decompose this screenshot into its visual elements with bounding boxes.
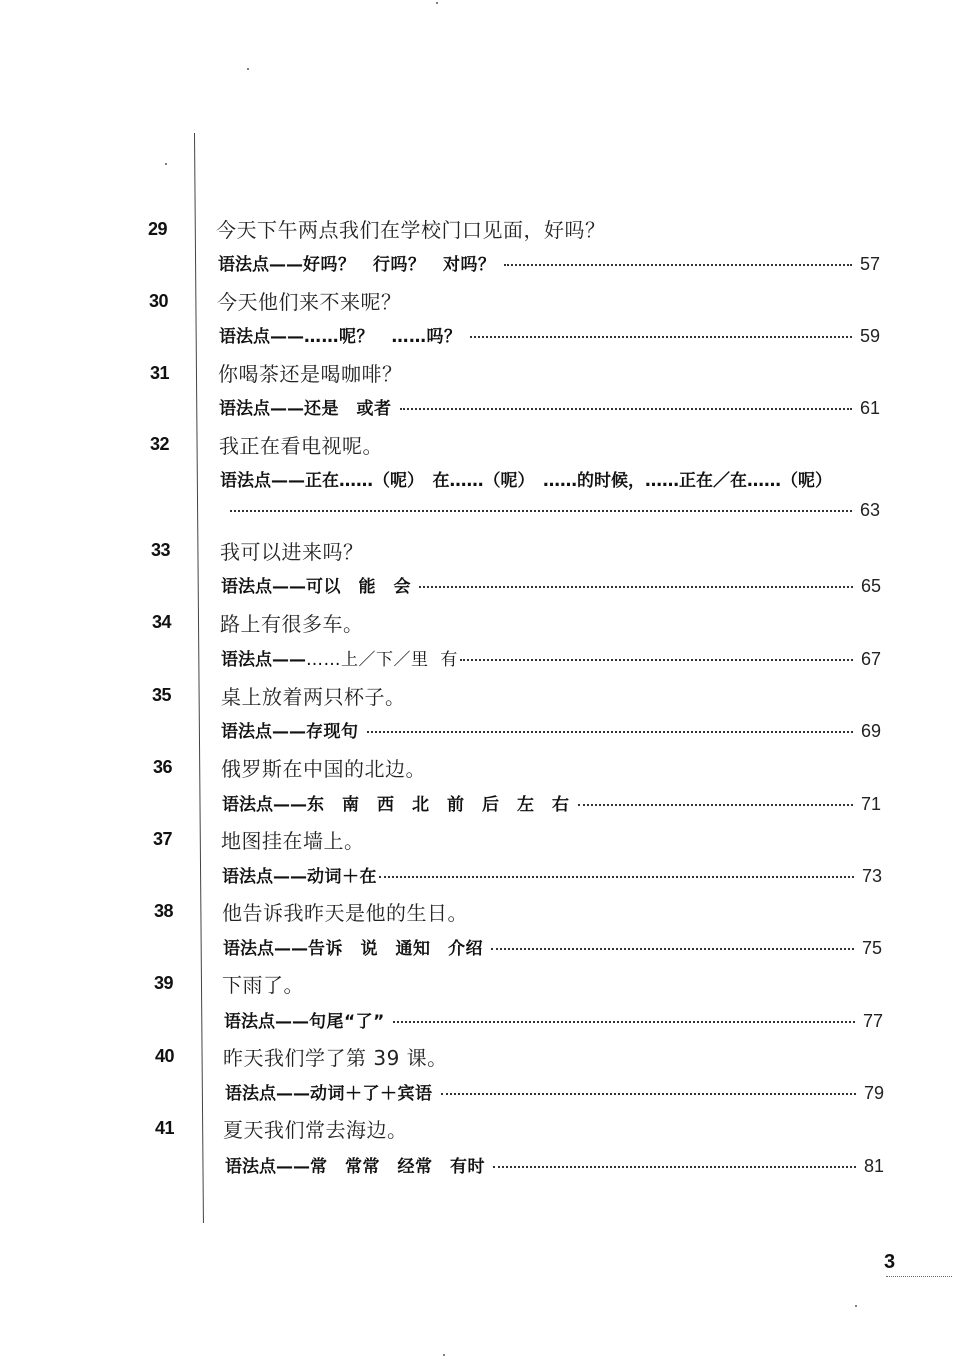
page-ref: 61 <box>859 398 880 418</box>
grammar-label: 语法点—— <box>221 650 306 670</box>
grammar-points: 动词＋了＋宾语 <box>310 1084 433 1104</box>
dot-leader <box>460 659 853 661</box>
grammar-line <box>222 862 882 887</box>
grammar-label: 语法点—— <box>219 399 304 419</box>
lesson-number: 34 <box>152 612 172 632</box>
lesson-title: 俄罗斯在中国的北边。 <box>221 757 426 781</box>
dot-leader <box>400 408 852 410</box>
dot-leader <box>230 510 852 512</box>
footer-rule <box>886 1276 952 1277</box>
grammar-points: 好吗？ 行吗？ 对吗？ <box>303 255 496 275</box>
lesson-title: 你喝茶还是喝咖啡？ <box>218 362 403 386</box>
page-ref: 67 <box>860 649 881 669</box>
grammar-points: 动词＋在 <box>307 867 377 887</box>
lesson-number: 38 <box>154 901 174 921</box>
scan-speck <box>247 68 249 70</box>
scan-speck <box>165 163 167 165</box>
page-ref: 59 <box>859 326 880 346</box>
margin-rule <box>194 133 204 1223</box>
dot-leader <box>578 804 853 806</box>
grammar-line <box>222 790 881 815</box>
page-ref: 79 <box>863 1083 884 1103</box>
grammar-label: 语法点—— <box>225 1157 310 1177</box>
grammar-points: ……上／下／里 有 <box>306 650 458 670</box>
grammar-points: 存现句 <box>306 722 359 742</box>
grammar-label: 语法点—— <box>224 1012 309 1032</box>
grammar-line <box>218 250 880 275</box>
dot-leader <box>441 1093 856 1095</box>
dot-leader <box>379 876 854 878</box>
page-ref: 81 <box>863 1156 884 1176</box>
grammar-points: 常 常常 经常 有时 <box>310 1157 485 1177</box>
lesson-number: 36 <box>153 757 173 777</box>
lesson-title: 昨天我们学了第 39 课。 <box>223 1046 448 1070</box>
dot-leader <box>419 586 853 588</box>
lesson-number: 29 <box>148 219 168 239</box>
grammar-line <box>221 717 881 742</box>
grammar-line <box>225 1079 884 1104</box>
dot-leader <box>504 264 852 266</box>
grammar-label: 语法点—— <box>225 1084 310 1104</box>
grammar-points: 告诉 说 通知 介绍 <box>308 939 483 959</box>
grammar-points: 可以 能 会 <box>306 577 411 597</box>
scan-speck <box>443 1354 445 1356</box>
grammar-continuation <box>230 500 880 521</box>
lesson-title: 我可以进来吗？ <box>220 540 364 564</box>
grammar-label: 语法点—— <box>221 722 306 742</box>
grammar-line <box>219 394 880 419</box>
lesson-number: 39 <box>154 973 174 993</box>
lesson-number: 31 <box>150 363 170 383</box>
page-ref: 65 <box>860 576 881 596</box>
grammar-points: 句尾“了” <box>309 1012 385 1032</box>
page-ref: 73 <box>861 866 882 886</box>
lesson-title: 夏天我们常去海边。 <box>223 1118 408 1142</box>
lesson-number: 30 <box>149 291 169 311</box>
dot-leader <box>367 731 853 733</box>
lesson-number: 33 <box>151 540 171 560</box>
grammar-line <box>223 934 882 959</box>
grammar-points: 正在……（呢） 在……（呢） ……的时候，……正在／在……（呢） <box>305 471 832 491</box>
lesson-number: 35 <box>152 685 172 705</box>
grammar-label: 语法点—— <box>223 939 308 959</box>
grammar-line <box>221 645 881 670</box>
scan-speck <box>855 1305 857 1307</box>
grammar-label: 语法点—— <box>222 795 307 815</box>
grammar-line <box>221 572 881 597</box>
grammar-points: 还是 或者 <box>304 399 392 419</box>
grammar-label: 语法点—— <box>221 577 306 597</box>
lesson-title: 路上有很多车。 <box>220 612 364 636</box>
grammar-label: 语法点—— <box>218 255 303 275</box>
page-ref: 69 <box>860 721 881 741</box>
lesson-number: 41 <box>155 1118 175 1138</box>
grammar-points: 东 南 西 北 前 后 左 右 <box>307 795 570 815</box>
grammar-label: 语法点—— <box>219 327 304 347</box>
page-number: 3 <box>884 1251 896 1273</box>
grammar-label: 语法点—— <box>222 867 307 887</box>
dot-leader <box>493 1166 856 1168</box>
grammar-line <box>219 322 880 347</box>
scan-speck <box>436 2 438 4</box>
lesson-title: 我正在看电视呢。 <box>219 434 383 458</box>
lesson-title: 今天他们来不来呢？ <box>217 290 402 314</box>
lesson-title: 下雨了。 <box>222 973 304 997</box>
grammar-points: ……呢？ ……吗？ <box>304 327 462 347</box>
lesson-title: 桌上放着两只杯子。 <box>221 685 406 709</box>
grammar-label: 语法点—— <box>220 471 305 491</box>
lesson-title: 他告诉我昨天是他的生日。 <box>222 901 468 925</box>
lesson-title: 地图挂在墙上。 <box>221 829 365 853</box>
page-ref: 63 <box>859 500 880 520</box>
lesson-title: 今天下午两点我们在学校门口见面，好吗？ <box>216 218 606 242</box>
lesson-number: 40 <box>155 1046 175 1066</box>
page-ref: 71 <box>860 794 881 814</box>
lesson-number: 32 <box>150 434 170 454</box>
grammar-line <box>220 466 882 491</box>
dot-leader <box>393 1021 855 1023</box>
page-ref: 57 <box>859 254 880 274</box>
grammar-line <box>224 1007 883 1032</box>
grammar-line <box>225 1152 884 1177</box>
page-ref: 75 <box>861 938 882 958</box>
page-ref: 77 <box>862 1011 883 1031</box>
lesson-number: 37 <box>153 829 173 849</box>
dot-leader <box>470 336 852 338</box>
dot-leader <box>491 948 854 950</box>
